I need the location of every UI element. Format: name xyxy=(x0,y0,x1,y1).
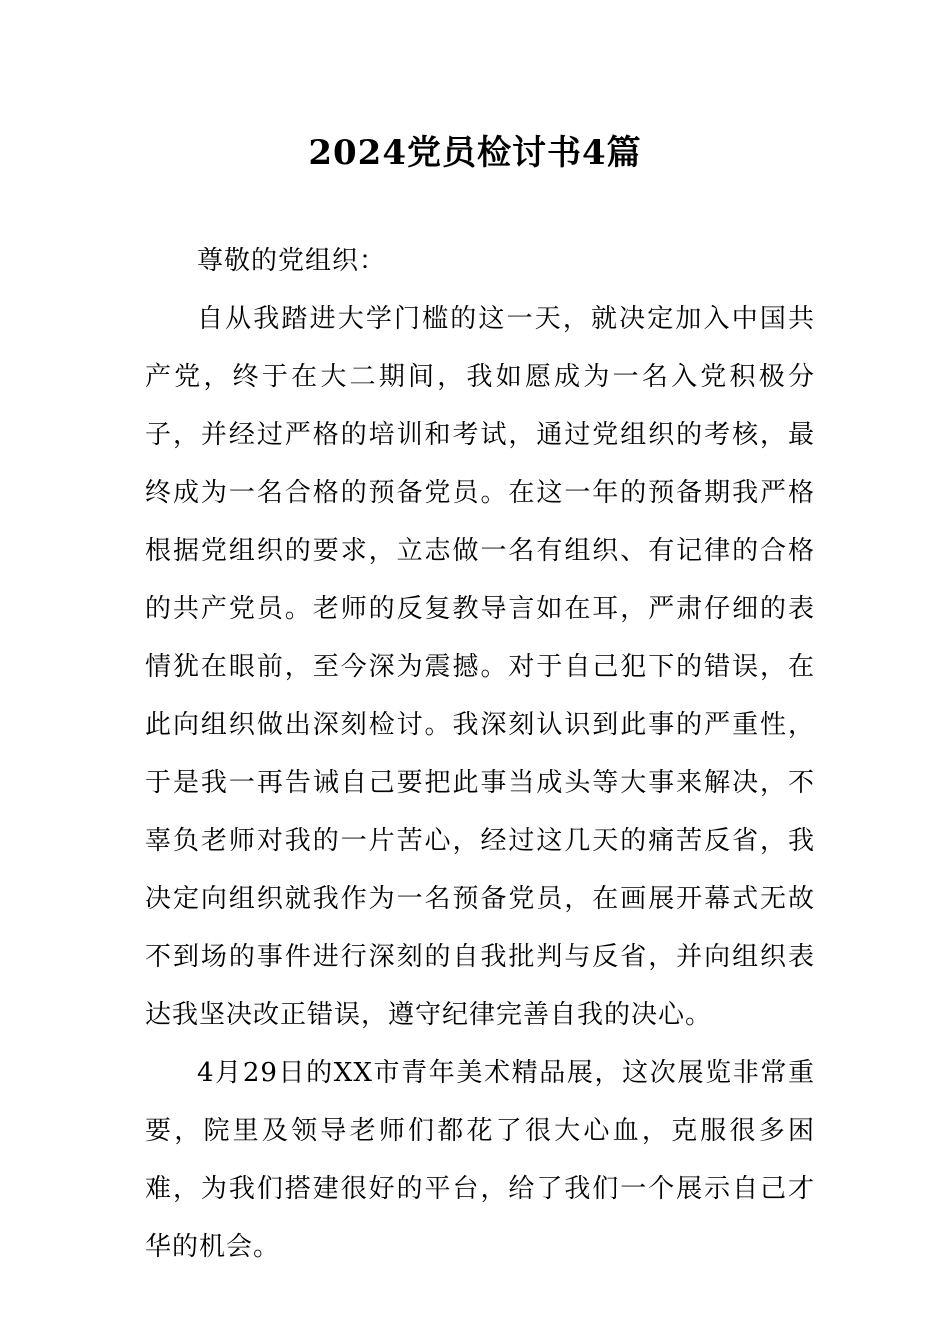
document-body xyxy=(145,232,815,1276)
paragraph-1: 自从我踏进大学门槛的这一天，就决定加入中国共产党，终于在大二期间，我如愿成为一名入党积极分子，并经过严格的培训和考试，通过党组织的考核，最终成为一名合格的预备党员。在这一年的预备期我严格根据党组织的要求，立志做一名有组织、有记律的合格的共产党员。老师的反复教导言如在耳，严肃仔细的表情犹在眼前，至今深为震撼。对于自己犯下的错误，在此向组织做出深刻检讨。我深刻认识到此事的严重性，于是我一再告诫自己要把此事当成头等大事来解决，不辜负老师对我的一片苦心，经过这几天的痛苦反省，我决定向组织就我作为一名预备党员，在画展开幕式无故不到场的事件进行深刻的自我批判与反省，并向组织表达我坚决改正错误，遵守纪律完善自我的决心。 xyxy=(145,304,815,1030)
salutation: 尊敬的党组织： xyxy=(197,246,387,276)
document-title: 2024党员检讨书4篇 xyxy=(308,133,642,173)
paragraph-2: 4月29日的XX市青年美术精品展，这次展览非常重要，院里及领导老师们都花了很大心血，克服很多困难，为我们搭建很好的平台，给了我们一个展示自己才华的机会。 xyxy=(145,1058,815,1262)
